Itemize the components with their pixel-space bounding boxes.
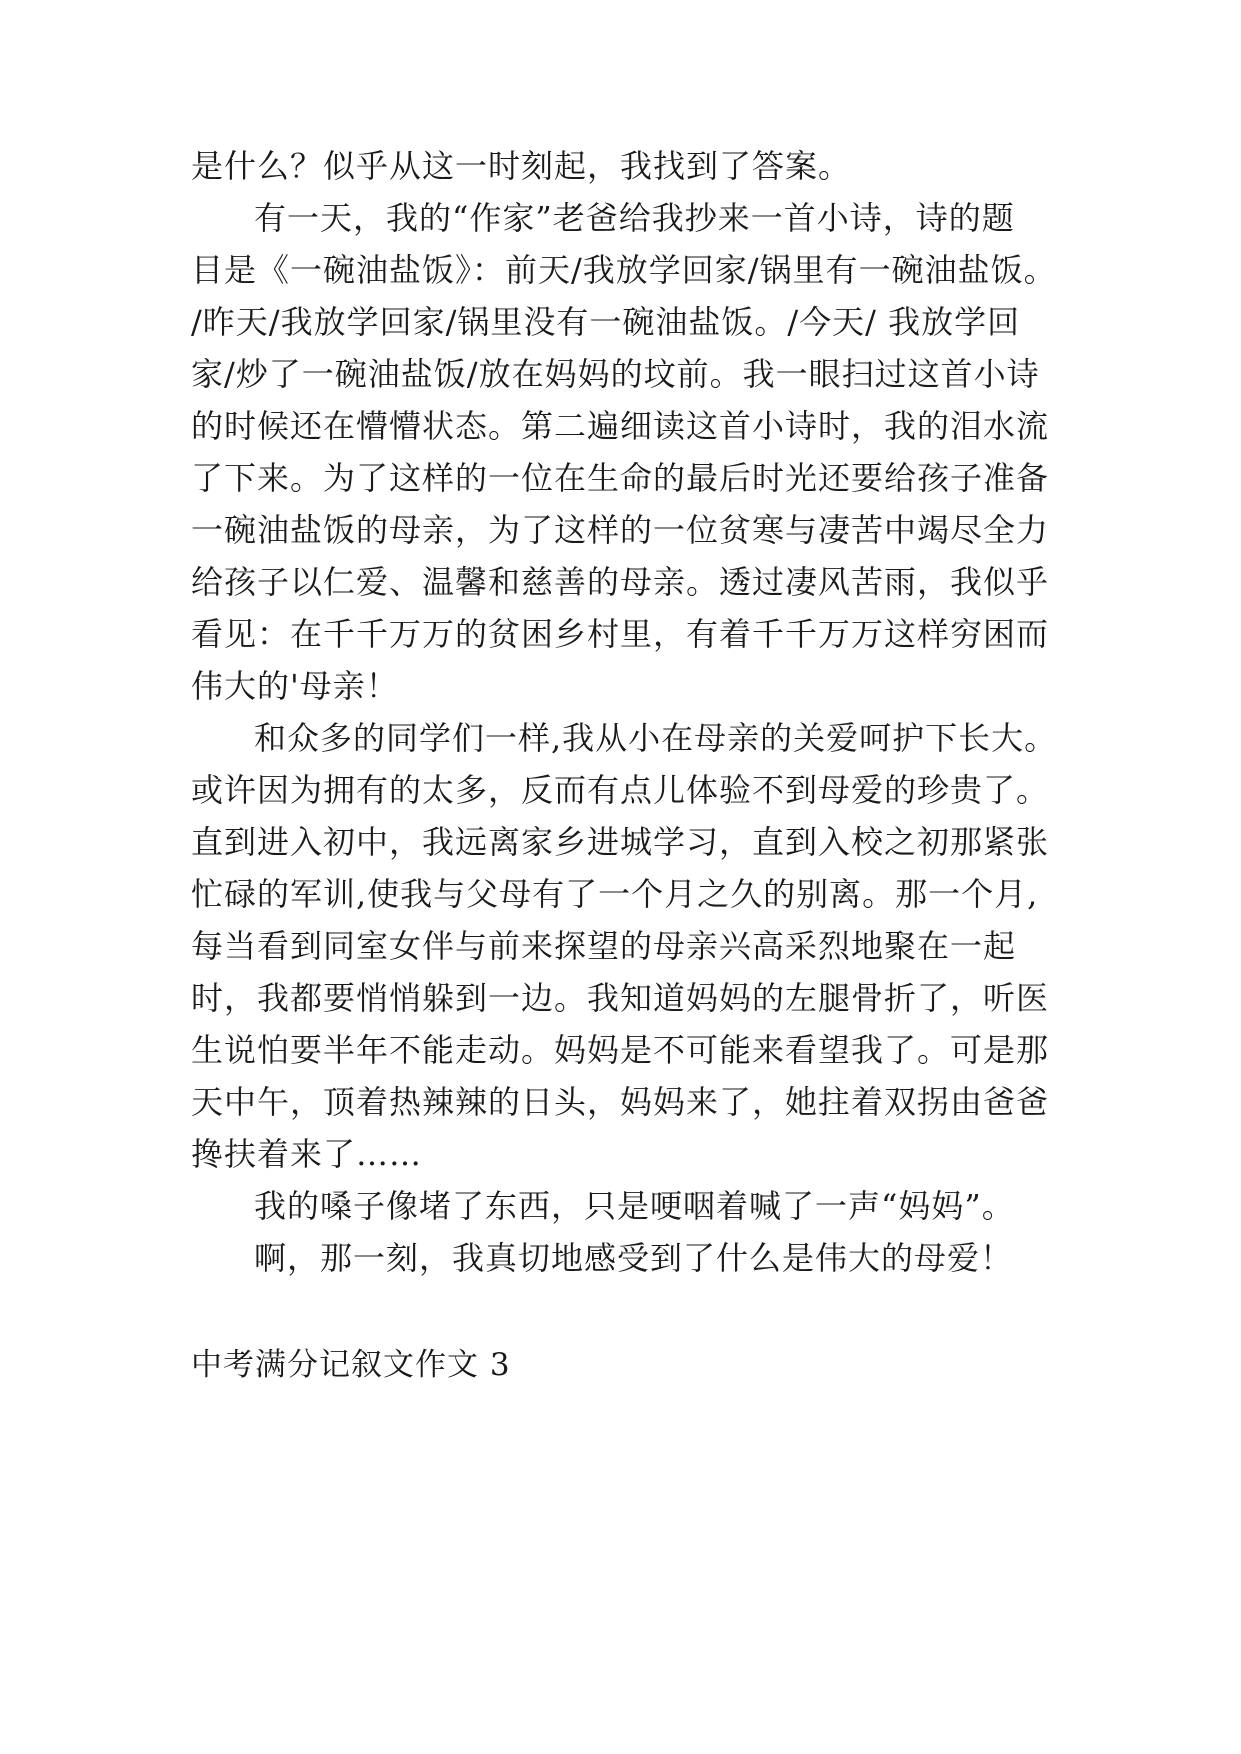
- paragraph-line: 目是《一碗油盐饭》：前天/我放学回家/锅里有一碗油盐饭。: [191, 251, 1057, 289]
- paragraph-line: 的时候还在懵懵状态。第二遍细读这首小诗时，我的泪水流: [191, 407, 1050, 445]
- paragraph-line: /昨天/我放学回家/锅里没有一碗油盐饭。/今天/ 我放学回: [191, 303, 1021, 341]
- paragraph-line: 看见：在千千万万的贫困乡村里，有着千千万万这样穷困而: [191, 615, 1050, 653]
- paragraph-line: 搀扶着来了……: [191, 1135, 423, 1173]
- paragraph-line: 有一天，我的“作家”老爸给我抄来一首小诗，诗的题: [254, 199, 1015, 237]
- paragraph-line: 天中午，顶着热辣辣的日头，妈妈来了，她拄着双拐由爸爸: [191, 1083, 1050, 1121]
- paragraph-line: 啊，那一刻，我真切地感受到了什么是伟大的母爱！: [254, 1239, 1014, 1277]
- paragraph-line: 伟大的'母亲！: [191, 667, 399, 705]
- paragraph-line: 我的嗓子像堵了东西，只是哽咽着喊了一声“妈妈”。: [254, 1187, 1015, 1225]
- paragraph-line: 家/炒了一碗油盐饭/放在妈妈的坟前。我一眼扫过这首小诗: [191, 355, 1040, 393]
- paragraph-line: 生说怕要半年不能走动。妈妈是不可能来看望我了。可是那: [191, 1031, 1050, 1069]
- paragraph-line: 忙碌的军训,使我与父母有了一个月之久的别离。那一个月,: [191, 875, 1039, 913]
- section-heading: 中考满分记叙文作文 3: [191, 1347, 511, 1383]
- paragraph-line: 和众多的同学们一样,我从小在母亲的关爱呵护下长大。: [254, 719, 1058, 757]
- paragraph-line: 了下来。为了这样的一位在生命的最后时光还要给孩子准备: [191, 459, 1050, 497]
- paragraph-line: 每当看到同室女伴与前来探望的母亲兴高采烈地聚在一起: [191, 927, 1017, 965]
- paragraph-line: 一碗油盐饭的母亲，为了这样的一位贫寒与凄苦中竭尽全力: [191, 511, 1050, 549]
- paragraph-line: 直到进入初中，我远离家乡进城学习，直到入校之初那紧张: [191, 823, 1050, 861]
- paragraph-line: 时，我都要悄悄躲到一边。我知道妈妈的左腿骨折了，听医: [191, 979, 1050, 1017]
- paragraph-line: 或许因为拥有的太多，反而有点儿体验不到母爱的珍贵了。: [191, 771, 1050, 809]
- paragraph-line: 给孩子以仁爱、温馨和慈善的母亲。透过凄风苦雨，我似乎: [191, 563, 1050, 601]
- paragraph-line: 是什么？似乎从这一时刻起，我找到了答案。: [191, 147, 852, 185]
